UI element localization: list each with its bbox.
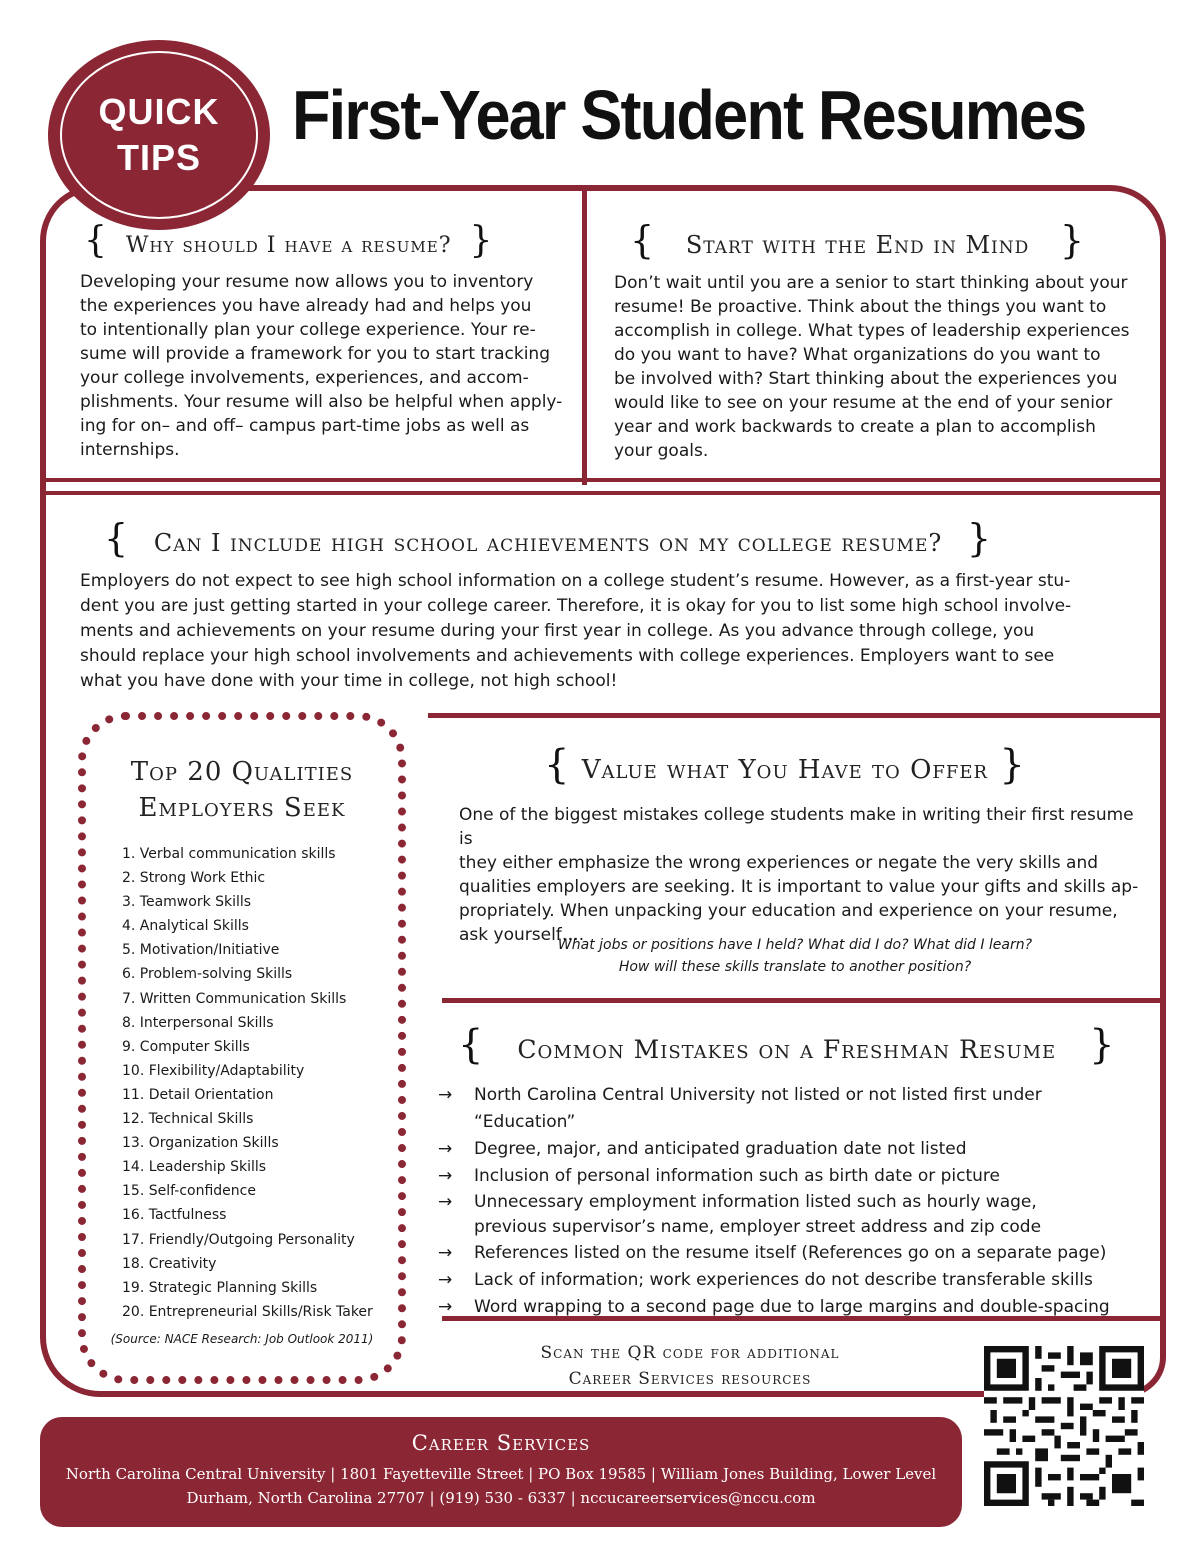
question-2: How will these skills translate to another position? [618,959,972,975]
text-line: internships. [80,440,180,460]
right-arrow-icon: → [438,1270,453,1290]
mistake-text: References listed on the resume itself (References go on a separate page) [474,1243,1107,1263]
list-item [436,1163,1146,1190]
badge-line-1: QUICK [98,91,220,132]
text-line: dent you are just getting started in your college career. Therefore, it is okay for you to list some high school involve- [80,596,1072,616]
text-line: ask yourself…. [459,925,585,945]
list-item: 19. Strategic Planning Skills [122,1279,318,1296]
qualities-title-line-2: Employers Seek [138,793,346,823]
mistakes-section-title: Common Mistakes on a Freshman Resume [517,1035,1057,1064]
text-line: would like to see on your resume at the end of your senior [614,393,1113,413]
footer-title: Career Services [411,1431,591,1455]
mistake-text: Lack of information; work experiences do not describe transferable skills [474,1270,1093,1290]
list-item: 16. Tactfulness [122,1207,227,1224]
list-item: 15. Self-confidence [122,1183,256,1200]
top-column-divider [582,190,587,485]
list-item: 4. Analytical Skills [122,918,249,935]
text-line: One of the biggest mistakes college students make in writing their first resume is [459,805,1134,849]
list-item [436,1136,1146,1163]
text-line: year and work backwards to create a plan to accomplish [614,417,1096,437]
list-item [436,1267,1146,1294]
right-arrow-icon: → [438,1139,453,1159]
value-section-body [459,803,1149,947]
question-1: What jobs or positions have I held? What did I do? What did I learn? [557,937,1033,953]
text-line: resume! Be proactive. Think about the things you want to [614,297,1107,317]
qr-prompt-line-1: Scan the QR code for additional [540,1343,840,1363]
close-brace: } [966,516,993,560]
right-arrow-icon: → [438,1297,453,1317]
list-item: 17. Friendly/Outgoing Personality [122,1231,355,1248]
open-brace: { [544,742,571,788]
text-line: Don’t wait until you are a senior to start thinking about your [614,273,1128,293]
text-line: the experiences you have already had and helps you [80,296,532,316]
value-section-heading [544,736,1026,799]
text-line: propriately. When unpacking your education and experience on your resume, [459,901,1118,921]
qr-prompt [470,1340,910,1392]
close-brace: } [999,742,1026,788]
highschool-section-title: Can I include high school achievements on my college resume? [153,529,943,557]
list-item: 2. Strong Work Ethic [122,870,266,887]
list-item: 14. Leadership Skills [122,1159,267,1176]
mistakes-list [436,1082,1146,1321]
footer-address-line: North Carolina Central University | 1801 Fayetteville Street | PO Box 19585 | William Jones Building, Lower Level [65,1465,937,1483]
mistake-text: Unnecessary employment information listed such as hourly wage, previous supervisor’s name, employer street address and zip code [474,1192,1042,1237]
text-line: your goals. [614,441,709,461]
list-item: 12. Technical Skills [122,1111,254,1128]
value-questions [440,934,1150,978]
right-arrow-icon: → [438,1166,453,1186]
text-line: what you have done with your time in college, not high school! [80,671,618,691]
list-item: 1. Verbal communication skills [122,846,336,862]
why-section-body [80,270,575,462]
right-arrow-icon: → [438,1192,453,1212]
right-arrow-icon: → [438,1243,453,1263]
close-brace: } [1089,1022,1116,1068]
list-item: 13. Organization Skills [122,1135,279,1152]
right-arrow-icon: → [438,1085,453,1105]
list-item [436,1190,1146,1240]
divider-mistakes-top [442,998,1162,1003]
start-section-heading [630,212,1085,273]
text-line: plishments. Your resume will also be helpful when apply- [80,392,563,412]
list-item: 7. Written Communication Skills [122,990,347,1007]
mistake-text: Inclusion of personal information such as birth date or picture [474,1166,1001,1186]
divider-top-2 [44,491,1162,495]
text-line: do you want to have? What organizations do you want to [614,345,1101,365]
qualities-source: (Source: NACE Research: Job Outlook 2011) [110,1332,374,1346]
text-line: ing for on– and off– campus part-time jobs as well as [80,416,530,436]
list-item: 3. Teamwork Skills [122,894,252,911]
text-line: Developing your resume now allows you to inventory [80,272,534,292]
highschool-section-body [80,569,1155,694]
close-brace: } [1059,218,1086,262]
badge-line-2: TIPS [116,137,201,178]
list-item: 11. Detail Orientation [122,1086,274,1103]
list-item: 20. Entrepreneurial Skills/Risk Taker [122,1303,373,1320]
text-line: accomplish in college. What types of leadership experiences [614,321,1130,341]
list-item: 9. Computer Skills [122,1038,250,1055]
list-item: 10. Flexibility/Adaptability [122,1062,305,1079]
close-brace: } [469,220,494,261]
list-item: 5. Motivation/Initiative [122,942,280,959]
text-line: your college involvements, experiences, and accom- [80,368,529,388]
qr-prompt-line-2: Career Services resources [568,1369,812,1389]
open-brace: { [104,516,130,560]
footer [40,1417,962,1527]
text-line: Employers do not expect to see high school information on a college student’s resume. However, as a first-year stu- [80,571,1071,591]
qr-code[interactable] [984,1346,1144,1506]
text-line: ments and achievements on your resume during your first year in college. As you advance through college, you [80,621,1035,641]
divider-top-1 [44,478,1162,482]
list-item [436,1082,1146,1136]
badge-inner-ring [60,51,258,219]
list-item: 6. Problem-solving Skills [122,966,293,983]
start-section-title: Start with the End in Mind [685,231,1030,259]
quick-tips-badge [48,40,270,230]
value-section-title: Value what You Have to Offer [581,755,989,785]
qualities-box [78,712,406,1384]
qualities-list [122,842,373,1324]
list-item: 8. Interpersonal Skills [122,1014,274,1031]
text-line: they either emphasize the wrong experiences or negate the very skills and [459,853,1099,873]
mistake-text: North Carolina Central University not listed or not listed first under “Education” [474,1085,1042,1132]
list-item [436,1240,1146,1267]
mistake-text: Degree, major, and anticipated graduation date not listed [474,1139,967,1159]
text-line: be involved with? Start thinking about the experiences you [614,369,1118,389]
list-item [436,1294,1146,1321]
mistake-text: Word wrapping to a second page due to large margins and double-spacing [474,1297,1110,1317]
qualities-title [86,754,398,826]
list-item: 18. Creativity [122,1255,217,1272]
footer-contact-line: Durham, North Carolina 27707 | (919) 530 - 6337 | nccucareerservices@nccu.com [186,1489,816,1507]
start-section-body [614,271,1154,463]
open-brace: { [458,1022,485,1068]
text-line: qualities employers are seeking. It is important to value your gifts and skills ap- [459,877,1139,897]
text-line: sume will provide a framework for you to start tracking [80,344,550,364]
highschool-section-heading [104,510,992,571]
mistakes-section-heading [458,1016,1116,1079]
text-line: should replace your high school involvements and achievements with college experiences. Employers want to see [80,646,1055,666]
why-section-title: Why should I have a resume? [125,233,452,258]
text-line: to intentionally plan your college experience. Your re- [80,320,536,340]
open-brace: { [84,220,108,261]
open-brace: { [630,218,656,262]
qualities-title-line-1: Top 20 Qualities [130,757,354,787]
page-title: First-Year Student Resumes [292,76,1086,154]
divider-value-top [428,713,1162,718]
